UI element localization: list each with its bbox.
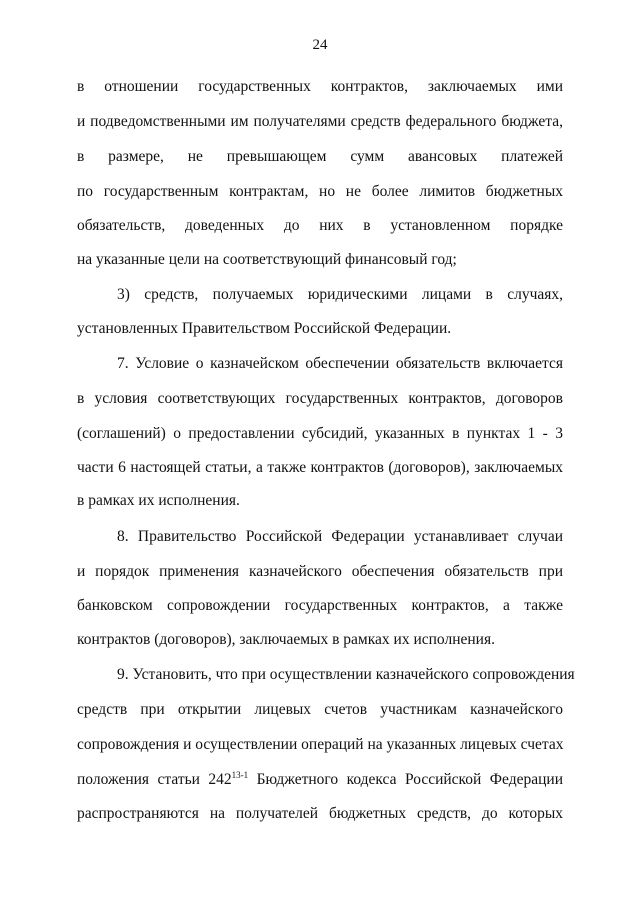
text-line: сопровождения и осуществлении операций на указанных лицевых счетах	[77, 736, 564, 753]
text-line: и подведомственными им получателями средств федерального бюджета,	[77, 113, 563, 130]
text-line: в отношении государственных контрактов, заключаемых ими	[77, 78, 563, 95]
text-line: средств при открытии лицевых счетов участникам казначейского	[77, 701, 563, 718]
text-line: установленных Правительством Российской Федерации.	[77, 320, 452, 337]
text-line: обязательств, доведенных до них в установленном порядке	[77, 217, 563, 234]
text-line: по государственным контрактам, но не более лимитов бюджетных	[77, 183, 563, 200]
text-line: (соглашений) о предоставлении субсидий, указанных в пунктах 1 - 3	[77, 425, 563, 442]
text-line: в рамках их исполнения.	[77, 492, 240, 509]
text-line: и порядок применения казначейского обеспечения обязательств при	[77, 563, 563, 580]
text-line: 7. Условие о казначейском обеспечении обязательств включается	[117, 355, 563, 372]
text-line: контрактов (договоров), заключаемых в рамках их исполнения.	[77, 631, 495, 648]
text-line: 9. Установить, что при осуществлении казначейского сопровождения	[117, 666, 575, 683]
text-fragment: положения статьи 242	[77, 771, 232, 788]
text-line: на указанные цели на соответствующий финансовый год;	[77, 251, 457, 268]
page-number: 24	[312, 37, 328, 53]
text-line: 8. Правительство Российской Федерации устанавливает случаи	[117, 528, 563, 545]
text-line: 3) средств, получаемых юридическими лицами в случаях,	[117, 286, 563, 303]
text-line: распространяются на получателей бюджетных средств, до которых	[77, 805, 563, 822]
text-line: в условия соответствующих государственных контрактов, договоров	[77, 390, 563, 407]
text-line	[77, 770, 563, 790]
superscript: 13-1	[231, 770, 249, 780]
text-line: части 6 настоящей статьи, а также контрактов (договоров), заключаемых	[77, 459, 563, 476]
text-line: в размере, не превышающем сумм авансовых платежей	[77, 148, 563, 165]
text-fragment: Бюджетного кодекса Российской Федерации	[256, 771, 564, 788]
text-line: банковском сопровождении государственных контрактов, а также	[77, 597, 563, 614]
